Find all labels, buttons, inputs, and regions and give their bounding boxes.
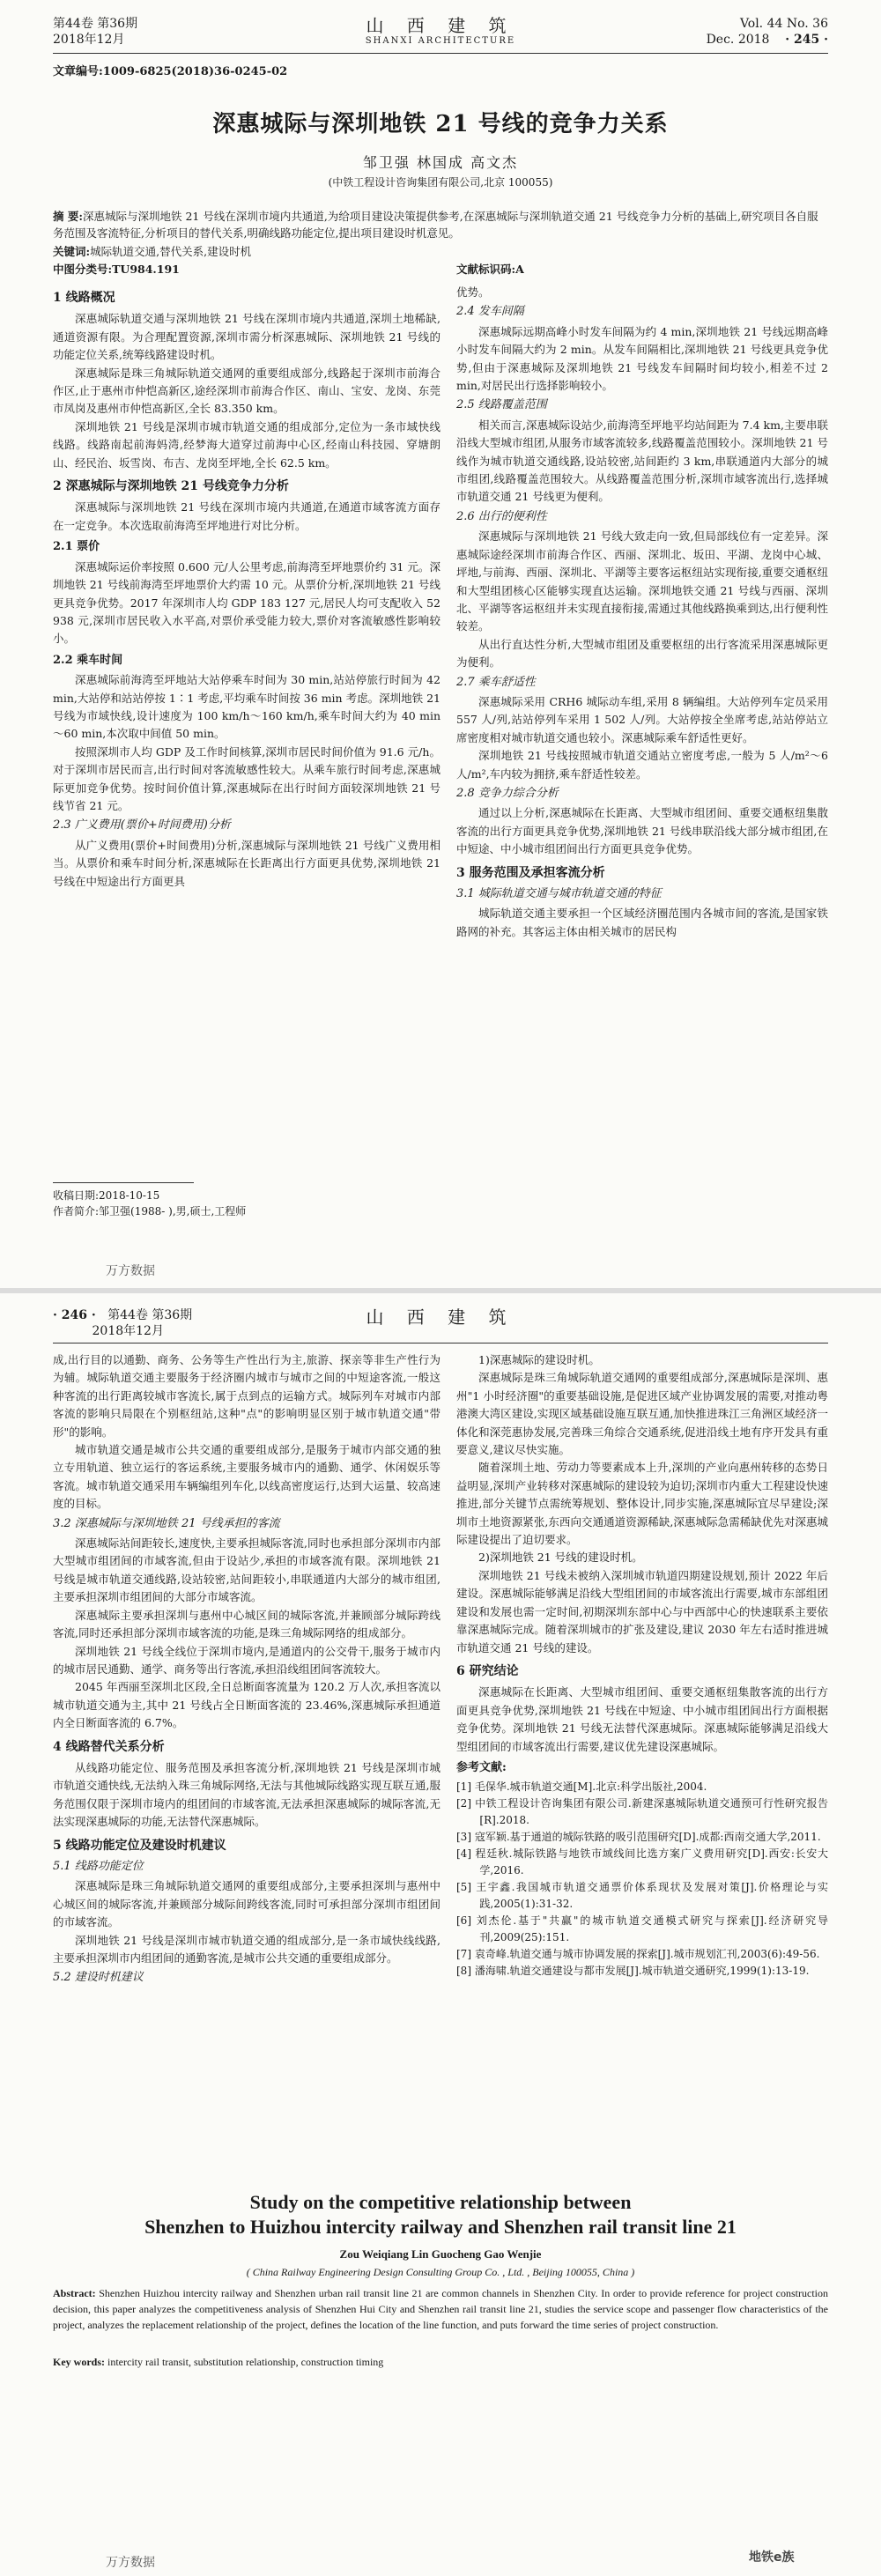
author-list: 邹卫强 林国成 高文杰 xyxy=(362,154,519,171)
paragraph: 深惠城际远期高峰小时发车间隔为约 4 min,深圳地铁 21 号线远期高峰小时发车间隔大约为 2 min。从发车间隔相比,深圳地铁 21 号线更具竞争优势,但由于深惠城际及深圳地铁 21 号线发车间隔时间均较小,相差不过 2 min,对居民出行选择影响较小。 xyxy=(456,324,828,393)
paragraph: 深惠城际是珠三角城际轨道交通网的重要组成部分,线路起于深圳市前海合作区,止于惠州市仲恺高新区,途经深圳市前海合作区、南山、宝安、龙岗、东莞市凤岗及惠州市仲恺高新区,全长 83.350 km。 xyxy=(53,366,440,416)
english-keywords: Key words: intercity rail transit, substitution relationship, construction timing xyxy=(53,2356,384,2368)
paragraph: 深惠城际与深圳地铁 21 号线大致走向一致,但局部线位有一定差异。深惠城际途经深圳市前海合作区、西丽、深圳北、坂田、平湖、龙岗中心城、坪地,与前海、西丽、深圳北、平湖等主要客运枢纽站实现衔接,重要交通枢纽和大型组团核心区能够实现直达运输。深圳地铁交通 21 号线与西丽、深圳北、平湖等客运枢纽并未实现直接衔接,需通过其他线路换乘到达,出行便利性较差。 xyxy=(456,529,828,633)
section-heading: 3.2 深惠城际与深圳地铁 21 号线承担的客流 xyxy=(53,1516,280,1530)
reference-item: [2] 中铁工程设计咨询集团有限公司.新建深惠城际轨道交通预可行性研究报告[R].2018. xyxy=(456,1797,828,1827)
paragraph: 深惠城际在长距离、大型城市组团间、重要交通枢纽集散客流的出行方面更具竞争优势,深圳地铁 21 号线在中短途、中小城市组团间出行方面根据竞争优势。深圳地铁 21 号线无法替代深惠城际。深惠城际能够满足沿线大型组团间的市域客流出行需要,建议优先建设深惠城际。 xyxy=(456,1685,828,1753)
section-heading: 2.2 乘车时间 xyxy=(53,653,123,667)
header-volume: 第44卷 第36期 2018年12月 xyxy=(53,17,138,47)
section-heading: 2.1 票价 xyxy=(53,540,100,554)
reference-item: [6] 刘杰伦.基于"共赢"的城市轨道交通模式研究与探索[J].经济研究导刊,2009(25):151. xyxy=(456,1914,828,1944)
abstract: 摘 要:深惠城际与深圳地铁 21 号线在深圳市境内共通道,为给项目建设决策提供参考,在深惠城际与深圳轨道交通 21 号线竞争力分析的基础上,研究项目各自服务范围及客流特征,分析项目的替代关系,明确线路功能定位,提出项目建设时机意见。 xyxy=(53,210,818,240)
paragraph: 通过以上分析,深惠城际在长距离、大型城市组团间、重要交通枢纽集散客流的出行方面更具竞争优势,深圳地铁 21 号线串联沿线大部分城市组团,在中短途、中小城市组团间出行方面更具竞争优势。 xyxy=(456,806,828,856)
watermark: 万方数据 xyxy=(106,1264,155,1278)
section-heading: 2 深惠城际与深圳地铁 21 号线竞争力分析 xyxy=(53,479,289,494)
section-heading: 1 线路概况 xyxy=(53,291,115,305)
corner-logo-mark: 地铁e族 xyxy=(749,2550,795,2565)
section-heading: 2.5 线路覆盖范围 xyxy=(456,398,547,412)
section-heading: 2.4 发车间隔 xyxy=(456,305,524,319)
paper-title: 深惠城际与深圳地铁 21 号线的竞争力关系 xyxy=(212,111,669,137)
section-heading: 2.7 乘车舒适性 xyxy=(456,675,536,689)
paragraph: 随着深圳土地、劳动力等要素成本上升,深圳的产业向惠州转移的态势日益明显,深圳产业转移对深惠城际的建设较为迫切;深圳市内重大工程建设快速推进,部分关键节点需统筹规划、整体设计,同步实施,深惠城际宜尽早建设;深圳市土地资源紧张,东西向交通通道资源稀缺,深惠城际急需稀缺优先对深惠城际建设提出了迫切要求。 xyxy=(456,1461,828,1547)
document-code: 文献标识码:A xyxy=(456,263,524,276)
page-number: · 246 · xyxy=(53,1308,96,1322)
section-heading: 3 服务范围及承担客流分析 xyxy=(456,865,605,880)
section-heading: 5.2 建设时机建议 xyxy=(53,1971,144,1985)
english-abstract: Abstract: Shenzhen Huizhou intercity railway and Shenzhen urban rail transit line 21 are common channels in Shenzhen City. In order to provide reference for project construction decision, this paper analyzes the competitiveness analysis of Shenzhen Hui City and Shenzhen rail transit line 21, studies the service scope and passenger flow characteristics of the project, analyzes the replacement relationship of the project, defines the location of the line function, and puts forward the time series of project construction. xyxy=(53,2287,828,2331)
paragraph: 深圳地铁 21 号线是深圳市城市轨道交通的组成部分,是一条市域快线线路,主要承担深圳市内组团间的通勤客流,是城市公共交通的重要组成部分。 xyxy=(53,1933,440,1965)
keywords: 关键词:城际轨道交通,替代关系,建设时机 xyxy=(53,245,252,258)
paragraph: 深惠城际采用 CRH6 城际动车组,采用 8 辆编组。大站停列车定员采用 557 人/列,站站停列车采用 1 502 人/列。大站停按全坐席考虑,站站停站立席密度相对城市轨道交通也较小。深惠城际乘车舒适性更好。 xyxy=(456,694,828,744)
section-heading: 参考文献: xyxy=(456,1760,507,1774)
section-heading: 2.3 广义费用(票价+时间费用)分析 xyxy=(53,818,231,833)
paragraph: 深惠城际运价率按照 0.600 元/人公里考虑,前海湾至坪地票价约 31 元。深圳地铁 21 号线前海湾至坪地票价大约需 10 元。从票价分析,深圳地铁 21 号线更具竞争优势。2017 年深圳市人均 GDP 183 127 元,居民人均可支配收入 52 938 元,深圳市居民收入水平高,对票价承受能力较大,票价对客流敏感性影响较小。 xyxy=(53,559,440,646)
english-title: Study on the competitive relationship between Shenzhen to Huizhou intercity railway and Shenzhen rail transit line 21 xyxy=(144,2191,737,2238)
journal-name: 山 西 建 筑 SHANXI ARCHITECTURE xyxy=(365,15,516,46)
english-authors: Zou Weiqiang Lin Guocheng Gao Wenjie xyxy=(339,2247,542,2261)
paragraph: 相关而言,深惠城际设站少,前海湾至坪地平均站间距为 7.4 km,主要串联沿线大型城市组团,从服务市域客流较多,线路覆盖范围较小。深圳地铁 21 号线作为城市轨道交通线路,设站较密,站间距约 3 km,串联通道内大部分的城市组团,线路覆盖范围较大。从线路覆盖范围分析,深圳市域客流出行,选择城市轨道交通 21 号线更为便利。 xyxy=(456,418,828,504)
reference-list xyxy=(456,1779,828,1980)
running-header xyxy=(53,1304,828,1343)
reference-item: [1] 毛保华.城市轨道交通[M].北京:科学出版社,2004. xyxy=(456,1780,707,1794)
right-column xyxy=(456,284,828,941)
affiliation: (中铁工程设计咨询集团有限公司,北京 100055) xyxy=(328,176,553,189)
paragraph: 从出行直达性分析,大型城市组团及重要枢纽的出行客流采用深惠城际更为便利。 xyxy=(456,637,828,670)
paragraph: 深圳地铁 21 号线未被纳入深圳城市轨道四期建设规划,预计 2022 年后建设。深惠城际能够满足沿线大型组团间的市域客流出行需要,城市东部组团建设和发展也需一定时间,初期深圳东部中心与中西部中心的快速联系主要依靠深惠城际完成。随着深圳城市的扩张及建设,建议 2030 年左右适时推进城市轨道交通 21 号线的建设。 xyxy=(456,1568,828,1654)
page-number: · 245 · xyxy=(785,33,828,47)
reference-item: [4] 程廷秋.城际铁路与地铁市域线间比选方案广义费用研究[D].西安:长安大学,2016. xyxy=(456,1847,828,1877)
paragraph: 深圳地铁 21 号线是深圳市城市轨道交通的组成部分,定位为一条市域快线线路。线路南起前海妈湾,经梦海大道穿过前海中心区,经南山科技园、穿塘朗山、经民治、坂雪岗、布吉、龙岗至坪地,全长 62.5 km。 xyxy=(53,419,440,470)
paragraph: 深惠城际前海湾至坪地站大站停乘车时间为 30 min,站站停旅行时间为 42 min,大站停和站站停按 1∶1 考虑,平均乘车时间按 36 min 考虑。深圳地铁 21 号线为市域快线,设计速度为 100 km/h～160 km/h,乘车时间大约为 40 min～60 min,本次取中间值 50 min。 xyxy=(53,673,440,741)
article-number: 文章编号:1009-6825(2018)36-0245-02 xyxy=(53,65,288,78)
paragraph: 深惠城际与深圳地铁 21 号线在深圳市境内共通道,在通道市域客流方面存在一定竞争。本次选取前海湾至坪地进行对比分析。 xyxy=(53,500,440,532)
reference-item: [8] 潘海啸.轨道交通建设与都市发展[J].城市轨道交通研究,1999(1):13-19. xyxy=(456,1965,810,1978)
paragraph: 深圳地铁 21 号线按照城市轨道交通站立密度考虑,一般为 5 人/m²～6 人/m²,车内较为拥挤,乘车舒适性较差。 xyxy=(456,749,828,781)
section-heading: 6 研究结论 xyxy=(456,1663,519,1678)
paragraph: 深圳地铁 21 号线全线位于深圳市境内,是通道内的公交骨干,服务于城市内的城市居民通勤、通学、商务等出行客流,承担沿线组团间客流较大。 xyxy=(53,1644,440,1676)
page-246 xyxy=(0,1288,881,2576)
paragraph: 1)深惠城际的建设时机。 xyxy=(478,1353,600,1366)
watermark: 万方数据 xyxy=(106,2556,155,2570)
paragraph: 深惠城际轨道交通与深圳地铁 21 号线在深圳市境内共通道,深圳土地稀缺,通道资源有限。为合理配置资源,深圳市需分析深惠城际、深圳地铁 21 号线的功能定位关系,统筹线路建设时机。 xyxy=(53,312,440,362)
paragraph: 深惠城际是珠三角城际轨道交通网的重要组成部分,深惠城际是深圳、惠州"1 小时经济圈"的重要基础设施,是促进区域产业协调发展的需要,对推动粤港澳大湾区建设,实现区域基础设施互联互通,加快推进珠江三角洲区域经济一体化和深莞惠协发展,完善珠三角综合交通系统,促进沿线土地有序开发具有重要意义,建议尽快实施。 xyxy=(456,1371,828,1457)
paragraph: 深惠城际主要承担深圳与惠州中心城区间的城际客流,并兼顾部分城际跨线客流,同时还承担部分深圳市域客流的功能,是珠三角城际网络的组成部分。 xyxy=(53,1608,440,1640)
paragraph: 优势。 xyxy=(456,285,490,299)
paragraph: 城际轨道交通主要承担一个区域经济圈范围内各城市间的客流,是国家铁路网的补充。其客运主体由相关城市的居民构 xyxy=(456,907,828,938)
section-heading: 5.1 线路功能定位 xyxy=(53,1859,144,1873)
reference-item: [5] 王宇鑫.我国城市轨道交通票价体系现状及发展对策[J].价格理论与实践,2005(1):31-32. xyxy=(456,1881,828,1911)
paragraph: 深惠城际站间距较长,速度快,主要承担城际客流,同时也承担部分深圳市内部大型城市组团间的市域客流,但由于设站少,承担的市域客流有限。深圳地铁 21 号线是城市轨道交通线路,设站较密,站间距较小,串联通道内大部分的城市组团,主要承担深圳市组团间的大部分市域客流。 xyxy=(53,1536,440,1604)
left-column xyxy=(53,284,440,891)
paragraph: 2)深圳地铁 21 号线的建设时机。 xyxy=(478,1551,643,1565)
running-header xyxy=(53,12,828,51)
paragraph: 从线路功能定位、服务范围及承担客流分析,深圳地铁 21 号线是深圳市城市轨道交通快线,无法纳入珠三角城际网络,无法与其他城际线路实现互联互通,服务范围仅限于深圳市境内的组团间的市域客流,无法承担深惠城际的城际客流,无法实现深惠城际的功能,无法替代深惠城际。 xyxy=(53,1760,440,1829)
reference-item: [3] 寇军颖.基于通道的城际铁路的吸引范围研究[D].成都:西南交通大学,2011. xyxy=(456,1831,821,1844)
paragraph: 城市轨道交通是城市公共交通的重要组成部分,是服务于城市内部交通的独立专用轨道、独立运行的客运系统,主要服务城市内的通勤、通学、休闲娱乐等客流。城市轨道交通采用车辆编组列车化,以线高密度运行,达到大运量、较高速度的目标。 xyxy=(53,1443,440,1511)
paragraph: 按照深圳市人均 GDP 及工作时间核算,深圳市居民时间价值为 91.6 元/h。对于深圳市居民而言,出行时间对客流敏感性较大。从乘车旅行时间考虑,深惠城际更加竞争优势。按时间价值计算,深惠城际在出行时间方面较深圳地铁 21 号线节省 21 元。 xyxy=(53,744,440,812)
section-heading: 3.1 城际轨道交通与城市轨道交通的特征 xyxy=(456,887,662,900)
paragraph: 2045 年西丽至深圳北区段,全日总断面客流量为 120.2 万人次,承担客流以城市轨道交通为主,其中 21 号线占全日断面客流的 23.46%,深惠城际承担通道内全日断面客流的 6.7%。 xyxy=(53,1680,440,1730)
header-volume-en: Vol. 44 No. 36 Dec. 2018 · 245 · xyxy=(706,17,828,47)
left-column xyxy=(53,1351,440,1989)
footnote: 收稿日期:2018-10-15 作者简介:邹卫强(1988- ),男,硕士,工程师 xyxy=(53,1189,247,1218)
section-heading: 4 线路替代关系分析 xyxy=(53,1739,165,1754)
paragraph: 深惠城际是珠三角城际轨道交通网的重要组成部分,主要承担深圳与惠州中心城区间的城际客流,并兼顾部分城际间跨线客流,同时可承担部分深圳市组团间的市域客流。 xyxy=(53,1879,440,1929)
english-affiliation: ( China Railway Engineering Design Consulting Group Co. , Ltd. , Beijing 100055, China ) xyxy=(246,2266,635,2278)
header-volume: · 246 · 第44卷 第36期 2018年12月 xyxy=(53,1308,193,1338)
reference-item: [7] 袁奇峰.轨道交通与城市协调发展的探索[J].城市规划汇刊,2003(6):49-56. xyxy=(456,1948,820,1961)
clc-number: 中图分类号:TU984.191 xyxy=(53,263,180,276)
section-heading: 2.8 竞争力综合分析 xyxy=(456,786,559,800)
section-heading: 5 线路功能定位及建设时机建议 xyxy=(53,1838,226,1853)
journal-name: 山 西 建 筑 xyxy=(366,1307,515,1328)
paragraph: 成,出行目的以通勤、商务、公务等生产性出行为主,旅游、探亲等非生产性行为为辅。城际轨道交通主要服务于经济圈内城市与城市之间的中短途客流,一般这种客流的出行距离较城市客流长,属于点到点的运输方式。城际列车对城市内部客流的影响只局限在个别枢纽站,这种"点"的影响明显区别于城市轨道交通"带形"的影响。 xyxy=(53,1353,440,1439)
right-column xyxy=(456,1351,828,1980)
section-heading: 2.6 出行的便利性 xyxy=(456,509,547,523)
paragraph: 从广义费用(票价+时间费用)分析,深惠城际与深圳地铁 21 号线广义费用相当。从票价和乘车时间分析,深惠城际在长距离出行方面更具优势,深圳地铁 21 号线在中短途出行方面更具 xyxy=(53,838,440,888)
